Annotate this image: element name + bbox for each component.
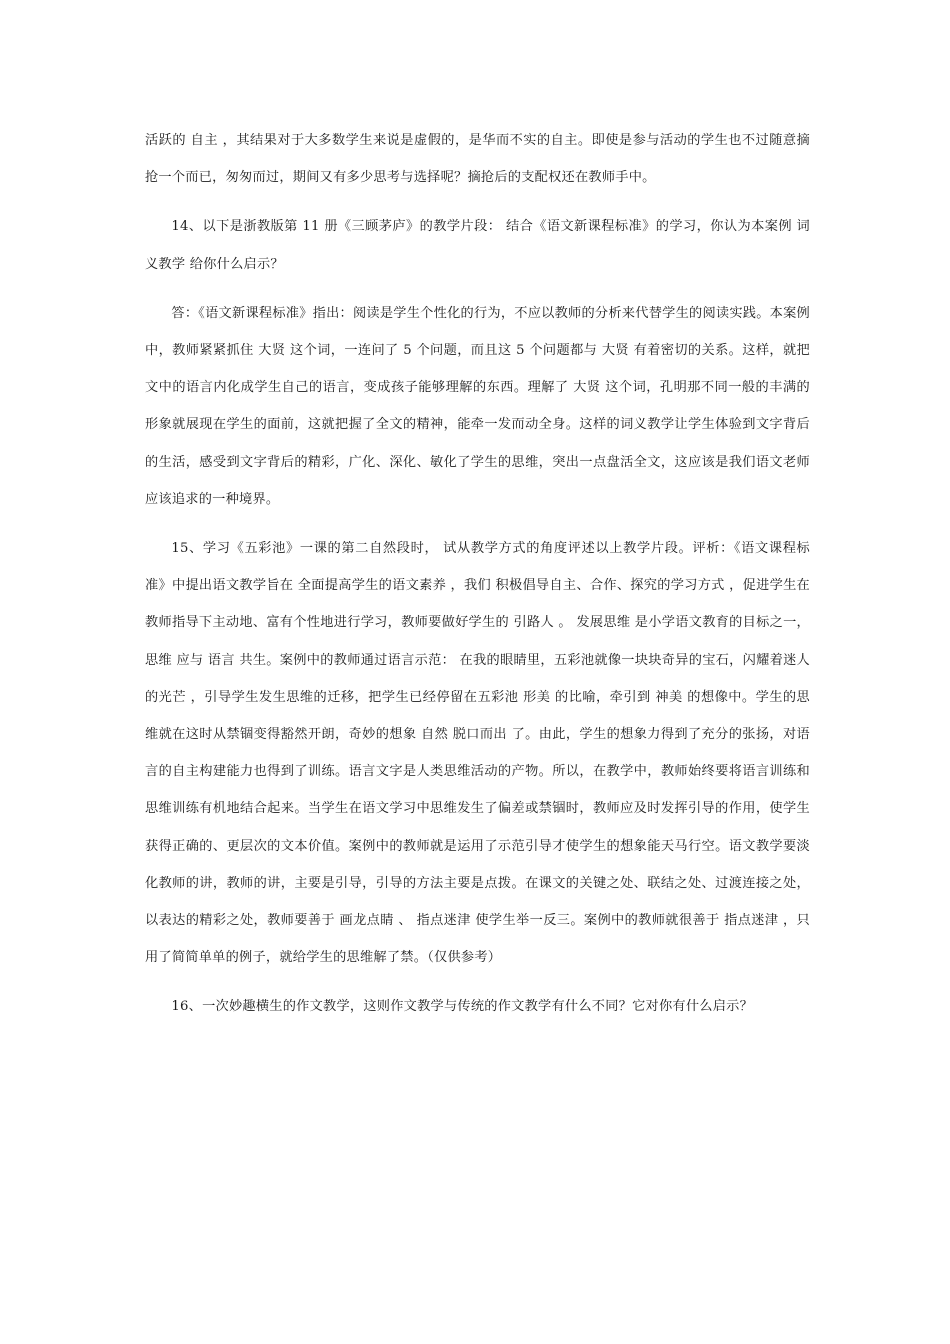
answer-14: 答：《语文新课程标准》指出：阅读是学生个性化的行为，不应以教师的分析来代替学生的阅读实践。本案例中，教师紧紧抓住 大贤 这个词，一连问了 5 个问题，而且这 5 个问题都与 大贤 有着密切的关系。这样，就把文中的语言内化成学生自己的语言，变成孩子能够理解的东西。理解了 大贤 这个词，孔明那不同一般的丰满的形象就展现在学生的面前，这就把握了全文的精神，能牵一发而动全身。这样的词义教学让学生体验到文字背后的生活，感受到文字背后的精彩，广化、深化、敏化了学生的思维，突出一点盘活全文，这应该是我们语文老师应该追求的一种境界。 xyxy=(145,305,810,507)
question-16: 16、一次妙趣横生的作文教学，这则作文教学与传统的作文教学有什么不同？它对你有什么启示？ xyxy=(171,999,754,1015)
question-14: 14、以下是浙教版第 11 册《三顾茅庐》的教学片段： 结合《语文新课程标准》的学习，你认为本案例 词义教学 给你什么启示？ xyxy=(145,219,810,272)
question-15: 15、学习《五彩池》一课的第二自然段时， 试从教学方式的角度评述以上教学片段。评析：《语文课程标准》中提出语文教学旨在 全面提高学生的语文素养 ，我们 积极倡导自主、合作、探究的学习方式 ，促进学生在教师指导下主动地、富有个性地进行学习，教师要做好学生的 引路人 。 发展思维 是小学语文教育的目标之一， 思维 应与 语言 共生。案例中的教师通过语言示范： 在我的眼睛里，五彩池就像一块块奇异的宝石，闪耀着迷人的光芒 ，引导学生发生思维的迁移，把学生已经停留在五彩池 形美 的比喻，牵引到 神美 的想像中。学生的思维就在这时从禁锢变得豁然开朗，奇妙的想象 自然 脱口而出 了。由此，学生的想象力得到了充分的张扬，对语言的自主构建能力也得到了训练。语言文字是人类思维活动的产物。所以，在教学中，教师始终要将语言训练和思维训练有机地结合起来。当学生在语文学习中思维发生了偏差或禁锢时，教师应及时发挥引导的作用，使学生获得正确的、更层次的文本价值。案例中的教师就是运用了示范引导才使学生的想象能天马行空。语文教学要淡化教师的讲，教师的讲，主要是引导，引导的方法主要是点拨。在课文的关键之处、联结之处、过渡连接之处，以表达的精彩之处，教师要善于 画龙点睛 、 指点迷津 使学生举一反三。案例中的教师就很善于 指点迷津 ，只用了简简单单的例子，就给学生的思维解了禁。（仅供参考） xyxy=(145,541,810,966)
paragraph-continuation: 活跃的 自主 ，其结果对于大多数学生来说是虚假的，是华而不实的自主。即使是参与活动的学生也不过随意摘抢一个而已，匆匆而过，期间又有多少思考与选择呢？摘抢后的支配权还在教师手中。 xyxy=(145,133,810,186)
document-body xyxy=(145,122,810,1038)
